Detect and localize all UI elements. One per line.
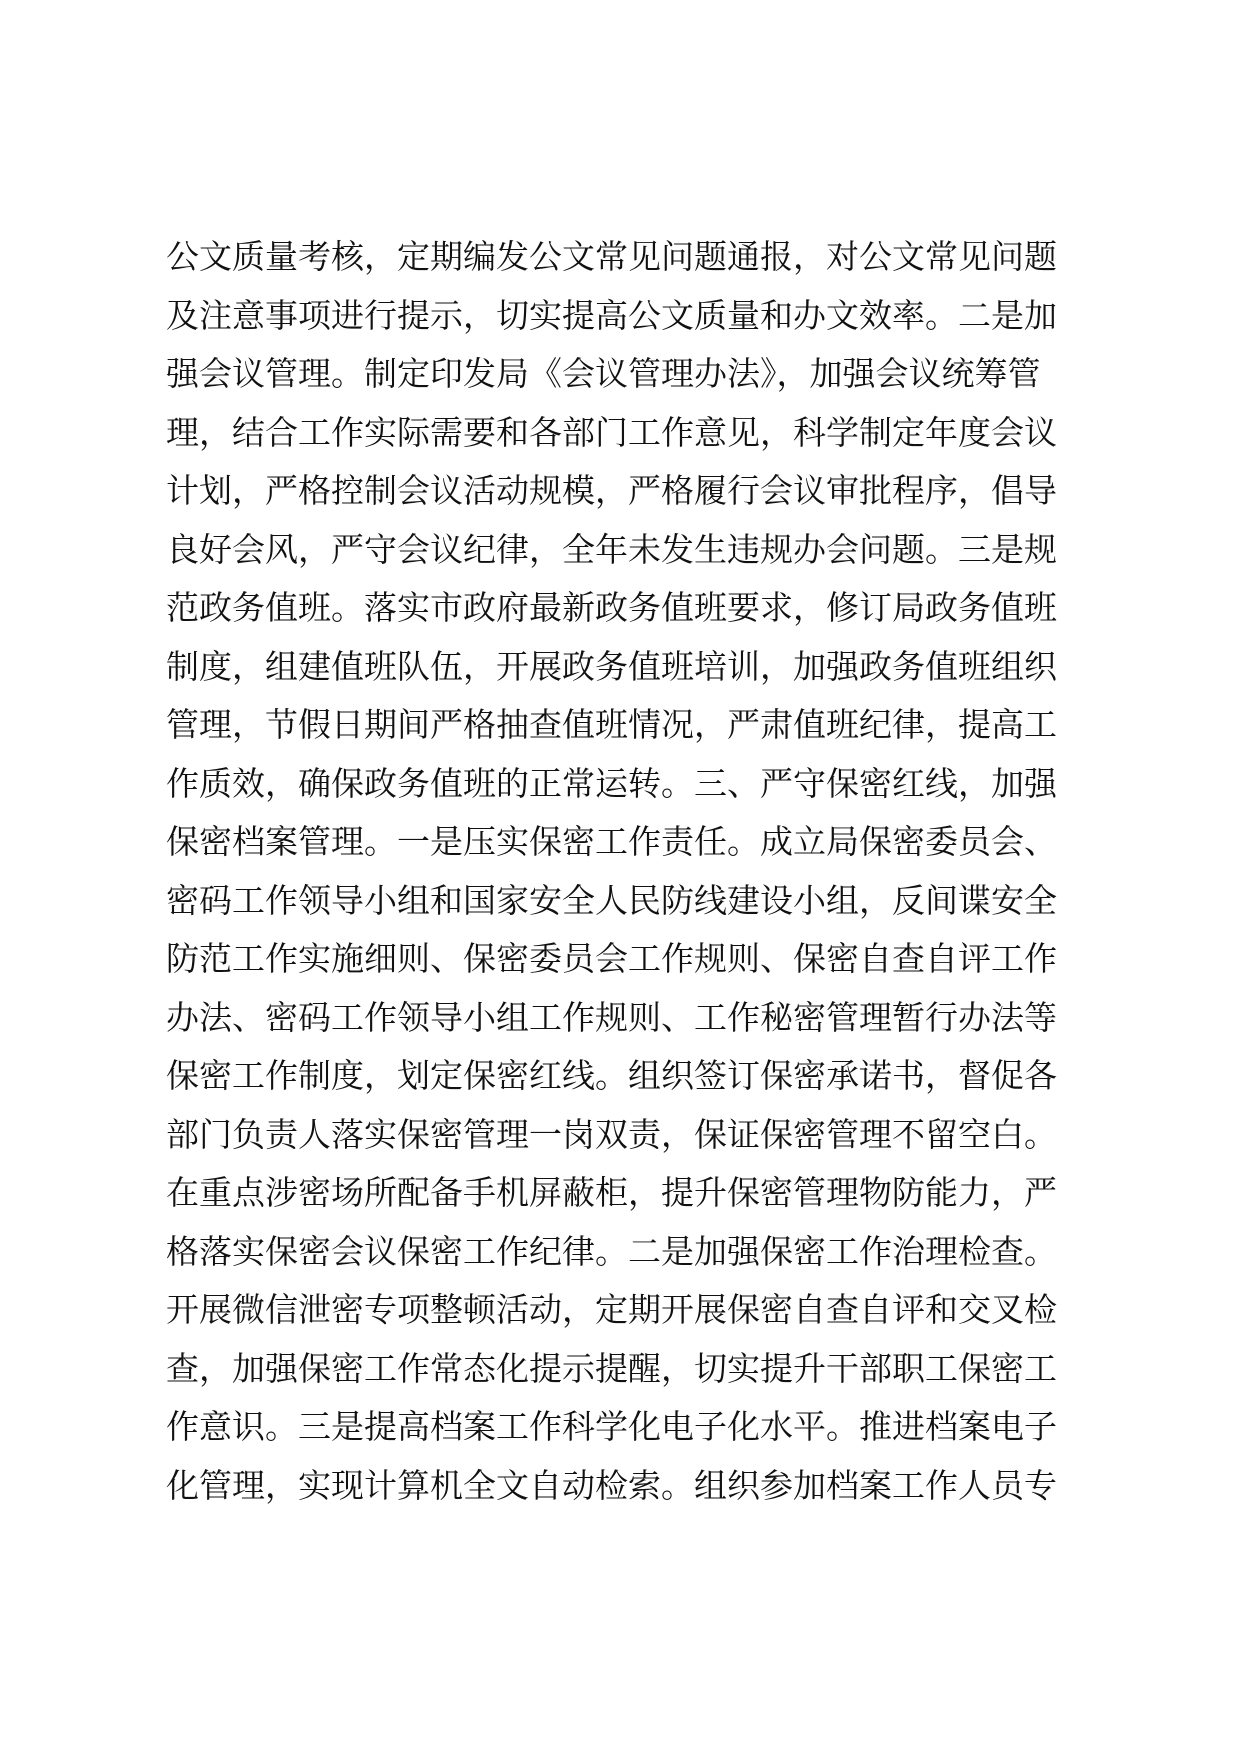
text-line: 化管理，实现计算机全文自动检索。组织参加档案工作人员专 [166,1465,1057,1505]
text-line: 查，加强保密工作常态化提示提醒，切实提升干部职工保密工 [166,1348,1057,1388]
text-line: 范政务值班。落实市政府最新政务值班要求，修订局政务值班 [166,588,1057,627]
text-line: 在重点涉密场所配备手机屏蔽柜，提升保密管理物防能力，严 [166,1173,1057,1212]
text-line: 保密工作制度，划定保密红线。组织签订保密承诺书，督促各 [166,1056,1057,1095]
body-text [166,228,1076,1515]
text-line: 管理，节假日期间严格抽查值班情况，严肃值班纪律，提高工 [166,705,1057,744]
text-line: 良好会风，严守会议纪律，全年未发生违规办会问题。三是规 [166,529,1057,569]
text-line: 公文质量考核，定期编发公文常见问题通报，对公文常见问题 [166,237,1057,276]
text-line: 强会议管理。制定印发局《会议管理办法》，加强会议统筹管 [166,354,1041,393]
text-line: 开展微信泄密专项整顿活动，定期开展保密自查自评和交叉检 [166,1290,1057,1329]
text-line: 作质效，确保政务值班的正常运转。三、严守保密红线，加强 [166,763,1057,803]
text-line: 部门负责人落实保密管理一岗双责，保证保密管理不留空白。 [166,1114,1057,1154]
text-line: 格落实保密会议保密工作纪律。二是加强保密工作治理检查。 [166,1231,1057,1271]
text-line: 制度，组建值班队伍，开展政务值班培训，加强政务值班组织 [166,646,1057,686]
text-line: 及注意事项进行提示，切实提高公文质量和办文效率。二是加 [166,295,1057,335]
text-line: 理，结合工作实际需要和各部门工作意见，科学制定年度会议 [166,412,1057,452]
text-line: 保密档案管理。一是压实保密工作责任。成立局保密委员会、 [166,822,1057,861]
text-line: 密码工作领导小组和国家安全人民防线建设小组，反间谍安全 [166,880,1057,920]
text-line: 防范工作实施细则、保密委员会工作规则、保密自查自评工作 [166,939,1057,978]
text-line: 作意识。三是提高档案工作科学化电子化水平。推进档案电子 [166,1407,1057,1446]
text-line: 计划，严格控制会议活动规模，严格履行会议审批程序，倡导 [166,471,1057,510]
text-line: 办法、密码工作领导小组工作规则、工作秘密管理暂行办法等 [166,997,1057,1037]
